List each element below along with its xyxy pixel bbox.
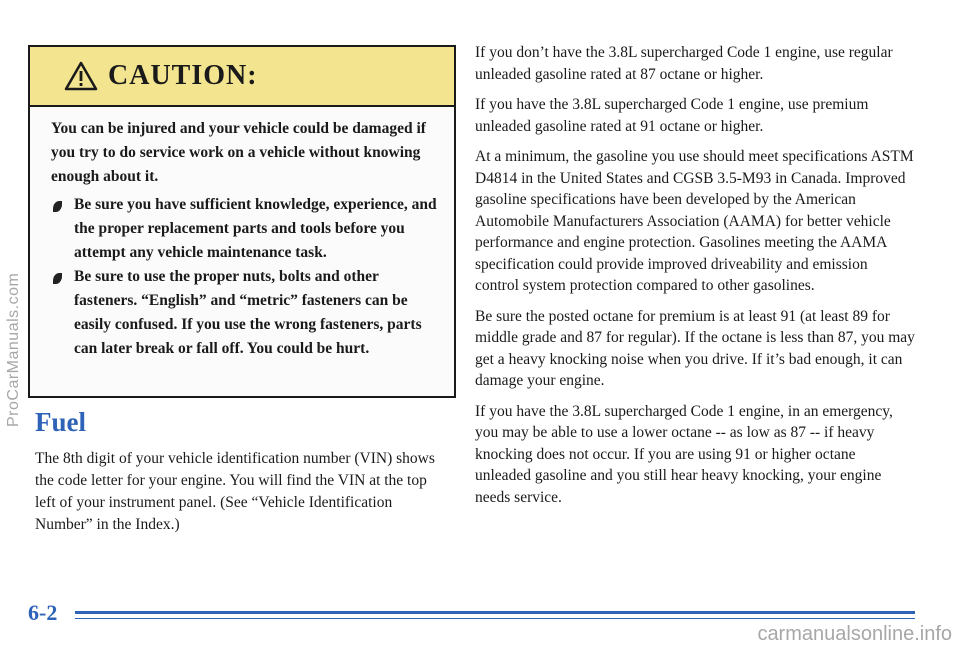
right-column: [475, 42, 915, 517]
caution-list: [51, 193, 441, 361]
leaf-bullet-icon: [53, 273, 62, 284]
fuel-vin-paragraph: The 8th digit of your vehicle identification number (VIN) shows the code letter for your engine. You will find the VIN at the top left of your instrument panel. (See “Vehicle Identification Number” in the Index.): [35, 450, 435, 533]
caution-title: CAUTION:: [108, 60, 258, 91]
caution-body: [51, 117, 441, 361]
fuel-heading: Fuel: [35, 407, 86, 437]
caution-intro: You can be injured and your vehicle could be damaged if you try to do service work on a vehicle without knowing enough about it.: [51, 120, 426, 185]
premium-fuel-paragraph: If you have the 3.8L supercharged Code 1 engine, use premium unleaded gasoline rated at 91 octane or higher.: [475, 96, 869, 135]
caution-box: [28, 45, 456, 398]
leaf-bullet-icon: [53, 201, 62, 212]
caution-header: [30, 47, 454, 107]
emergency-octane-paragraph: If you have the 3.8L supercharged Code 1 engine, in an emergency, you may be able to use a lower octane -- as low as 87 -- if heavy knocking does not occur. If you are using 91 or higher octane unleaded gasoline and you still hear heavy knocking, your engine needs service.: [475, 402, 893, 506]
regular-fuel-paragraph: If you don’t have the 3.8L supercharged Code 1 engine, use regular unleaded gasoline rated at 87 octane or higher.: [475, 44, 893, 83]
caution-bullet: [51, 265, 441, 361]
specification-paragraph: At a minimum, the gasoline you use should meet specifications ASTM D4814 in the United States and CGSB 3.5-M93 in Canada. Improved gasoline specifications have been developed by the American Automobile Manufacturers Association (AAMA) for better vehicle performance and engine protection. Gasolines meeting the AAMA specification could provide improved driveability and emission control system protection compared to other gasolines.: [475, 148, 914, 294]
caution-bullet-text: Be sure you have sufficient knowledge, experience, and the proper replacement parts and tools before you attempt any vehicle maintenance task.: [74, 196, 437, 261]
caution-bullet-text: Be sure to use the proper nuts, bolts and other fasteners. “English” and “metric” fasteners can be easily confused. If you use the wrong fasteners, parts can later break or fall off. You could be hurt.: [74, 268, 422, 357]
footer-rule-thin: [75, 618, 915, 619]
side-watermark: ProCarManuals.com: [5, 272, 22, 428]
caution-bullet: [51, 193, 441, 265]
footer-watermark: carmanualsonline.info: [757, 623, 952, 645]
warning-triangle-icon: [64, 61, 98, 91]
page-number: 6-2: [28, 600, 58, 625]
octane-paragraph: Be sure the posted octane for premium is at least 91 (at least 89 for middle grade and 87 for regular). If the octane is less than 87, you may get a heavy knocking noise when you drive. If it’s bad enough, it can damage your engine.: [475, 307, 915, 389]
footer-rule-thick: [75, 611, 915, 614]
